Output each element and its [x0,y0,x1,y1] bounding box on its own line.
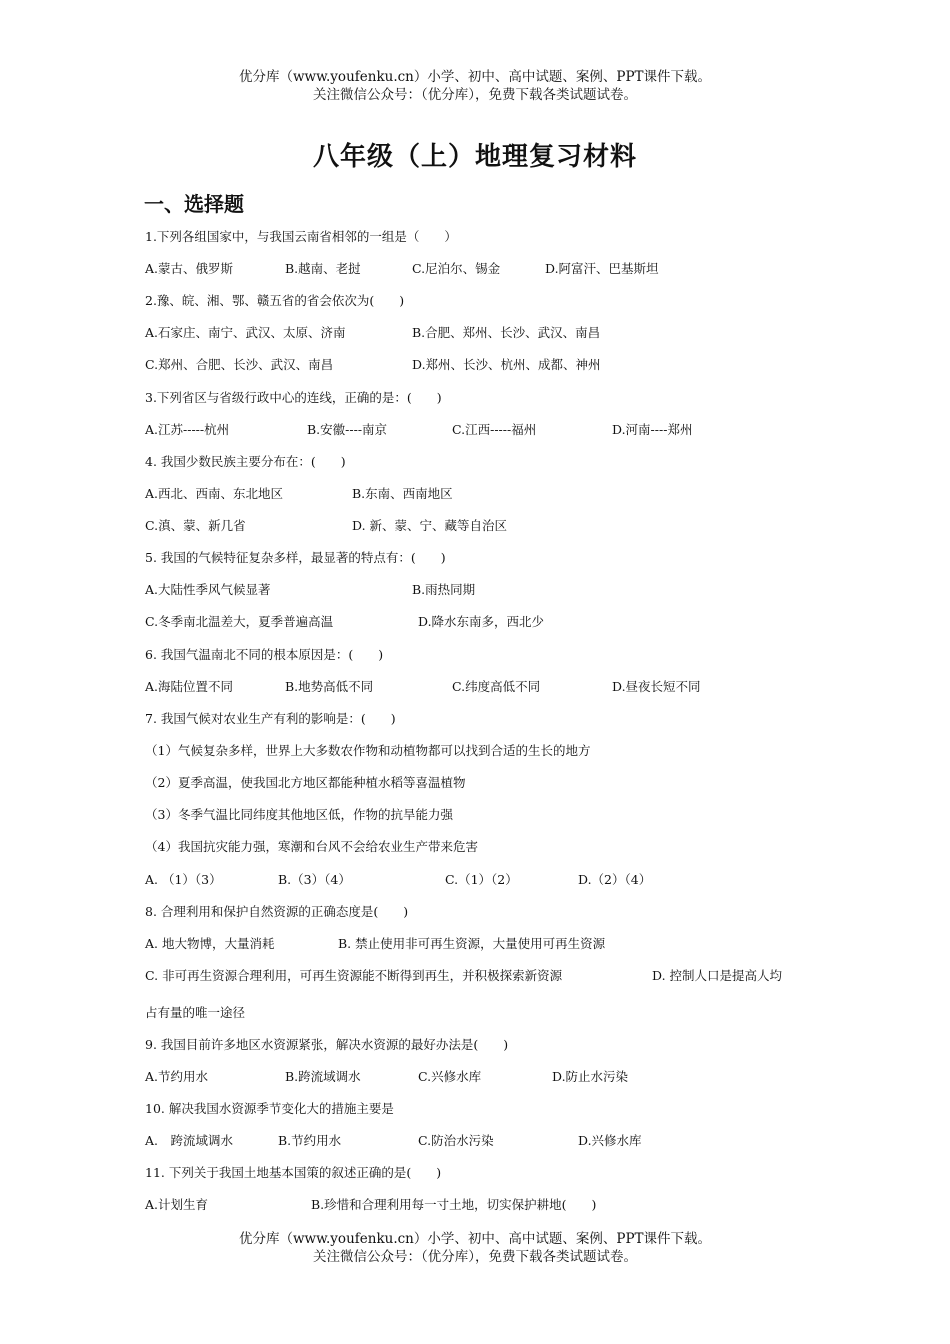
option-b: B.珍惜和合理利用每一寸土地，切实保护耕地( ) [311,1197,597,1212]
option-a: A.石家庄、南宁、武汉、太原、济南 [145,325,346,340]
option-d: D. 控制人口是提高人均 [652,968,783,983]
option-b: B.（3）（4） [278,872,351,887]
question-8-stem: 8. 合理利用和保护自然资源的正确态度是( ) [145,904,409,919]
option-c: C.尼泊尔、锡金 [412,261,501,276]
option-d: D. 新、蒙、宁、藏等自治区 [352,518,508,533]
footer-line-1: 优分库（www.youfenku.cn）小学、初中、高中试题、案例、PPT课件下载。 [238,1231,712,1247]
option-c: C.（1）（2） [445,872,518,887]
option-d: D.河南----郑州 [612,422,693,437]
option-b: B.节约用水 [278,1133,342,1148]
question-7-statement-2: （2）夏季高温，使我国北方地区都能种植水稻等喜温植物 [145,775,466,790]
header-line-1: 优分库（www.youfenku.cn）小学、初中、高中试题、案例、PPT课件下载。 [238,69,712,85]
question-8-option-d-continued: 占有量的唯一途径 [145,1005,246,1020]
option-d: D.阿富汗、巴基斯坦 [545,261,659,276]
option-c: C.滇、蒙、新几省 [145,518,246,533]
option-b: B. 禁止使用非可再生资源，大量使用可再生资源 [338,936,606,951]
option-a: A.节约用水 [145,1069,209,1084]
option-d: D.昼夜长短不同 [612,679,701,694]
option-c: C.防治水污染 [418,1133,494,1148]
option-a: A.西北、西南、东北地区 [145,486,284,501]
option-c: C.冬季南北温差大，夏季普遍高温 [145,614,334,629]
question-6-stem: 6. 我国气温南北不同的根本原因是：( ) [145,647,384,662]
question-7-statement-3: （3）冬季气温比同纬度其他地区低，作物的抗旱能力强 [145,807,453,822]
option-a: A. 地大物博，大量消耗 [145,936,275,951]
footer-line-2: 关注微信公众号：（优分库），免费下载各类试题试卷。 [313,1249,637,1265]
option-a: A.蒙古、俄罗斯 [145,261,234,276]
question-5-stem: 5. 我国的气候特征复杂多样，最显著的特点有：( ) [145,550,446,565]
option-d: D.兴修水库 [578,1133,642,1148]
question-7-stem: 7. 我国气候对农业生产有利的影响是：( ) [145,711,396,726]
question-3-stem: 3.下列省区与省级行政中心的连线，正确的是：( ) [145,390,442,405]
question-1-stem: 1.下列各组国家中，与我国云南省相邻的一组是（ ） [145,229,457,244]
option-d: D.（2）（4） [578,872,652,887]
option-a: A.大陆性季风气候显著 [145,582,271,597]
option-a: A. 跨流域调水 [145,1133,234,1148]
header-line-2: 关注微信公众号：（优分库），免费下载各类试题试卷。 [313,87,637,103]
option-a: A.计划生育 [145,1197,209,1212]
option-d: D.降水东南多，西北少 [418,614,545,629]
option-b: B.地势高低不同 [285,679,374,694]
option-c: C.兴修水库 [418,1069,482,1084]
option-a: A. （1）（3） [145,872,222,887]
question-9-stem: 9. 我国目前许多地区水资源紧张，解决水资源的最好办法是( ) [145,1037,509,1052]
section-heading: 一、选择题 [144,192,244,216]
option-a: A.江苏-----杭州 [145,422,230,437]
question-2-stem: 2.豫、皖、湘、鄂、赣五省的省会依次为( ) [145,293,405,308]
footer-banner [0,1230,950,1266]
option-c: C. 非可再生资源合理利用，可再生资源能不断得到再生，并积极探索新资源 [145,968,563,983]
option-b: B.越南、老挝 [285,261,361,276]
header-banner [0,68,950,104]
question-7-statement-4: （4）我国抗灾能力强，寒潮和台风不会给农业生产带来危害 [145,839,478,854]
option-b: B.跨流域调水 [285,1069,361,1084]
option-d: D.防止水污染 [552,1069,629,1084]
question-4-stem: 4. 我国少数民族主要分布在：( ) [145,454,346,469]
page-title: 八年级（上）地理复习材料 [312,142,637,172]
question-10-stem: 10. 解决我国水资源季节变化大的措施主要是 [145,1101,394,1116]
option-c: C.纬度高低不同 [452,679,541,694]
option-a: A.海陆位置不同 [145,679,234,694]
option-c: C.江西-----福州 [452,422,537,437]
option-b: B.安徽----南京 [307,422,388,437]
question-7-statement-1: （1）气候复杂多样，世界上大多数农作物和动植物都可以找到合适的生长的地方 [145,743,591,758]
option-b: B.合肥、郑州、长沙、武汉、南昌 [412,325,601,340]
option-b: B.雨热同期 [412,582,476,597]
option-b: B.东南、西南地区 [352,486,453,501]
question-11-stem: 11. 下列关于我国土地基本国策的叙述正确的是( ) [145,1165,442,1180]
option-c: C.郑州、合肥、长沙、武汉、南昌 [145,357,334,372]
option-d: D.郑州、长沙、杭州、成都、神州 [412,357,601,372]
